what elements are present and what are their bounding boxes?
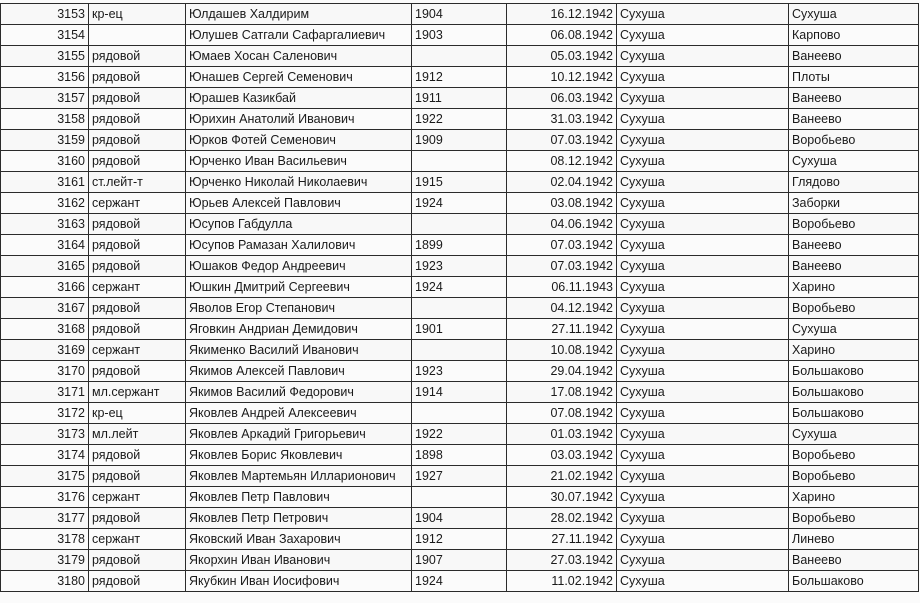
death-date-cell: 07.03.1942 — [507, 130, 617, 151]
military-rank-cell: рядовой — [89, 214, 186, 235]
table-row — [1, 487, 919, 508]
birth-year-cell: 1904 — [412, 508, 507, 529]
burial-place-cell: Сухуша — [617, 424, 789, 445]
burial-place-cell: Сухуша — [617, 445, 789, 466]
burial-place-cell: Сухуша — [617, 4, 789, 25]
burial-place-cell: Сухуша — [617, 403, 789, 424]
register-rows — [1, 4, 919, 592]
military-rank-cell: рядовой — [89, 445, 186, 466]
full-name-cell: Якимов Алексей Павлович — [186, 361, 412, 382]
full-name-cell: Яковский Иван Захарович — [186, 529, 412, 550]
birth-year-cell: 1912 — [412, 529, 507, 550]
table-row — [1, 67, 919, 88]
death-date-cell: 10.12.1942 — [507, 67, 617, 88]
birth-year-cell: 1901 — [412, 319, 507, 340]
village-name-cell: Харино — [789, 340, 919, 361]
military-rank-cell: рядовой — [89, 319, 186, 340]
full-name-cell: Яковлев Мартемьян Илларионович — [186, 466, 412, 487]
record-number-cell: 3159 — [1, 130, 89, 151]
full-name-cell: Юшкин Дмитрий Сергеевич — [186, 277, 412, 298]
record-number-cell: 3169 — [1, 340, 89, 361]
table-row — [1, 340, 919, 361]
burial-place-cell: Сухуша — [617, 487, 789, 508]
military-rank-cell: рядовой — [89, 508, 186, 529]
full-name-cell: Юлдашев Халдирим — [186, 4, 412, 25]
death-date-cell: 07.03.1942 — [507, 235, 617, 256]
village-name-cell: Сухуша — [789, 151, 919, 172]
death-date-cell: 29.04.1942 — [507, 361, 617, 382]
table-row — [1, 151, 919, 172]
military-rank-cell: кр-ец — [89, 403, 186, 424]
burial-place-cell: Сухуша — [617, 235, 789, 256]
village-name-cell: Заборки — [789, 193, 919, 214]
burial-place-cell: Сухуша — [617, 67, 789, 88]
record-number-cell: 3157 — [1, 88, 89, 109]
village-name-cell: Ванеево — [789, 46, 919, 67]
full-name-cell: Юрков Фотей Семенович — [186, 130, 412, 151]
table-row — [1, 172, 919, 193]
death-date-cell: 07.03.1942 — [507, 256, 617, 277]
table-row — [1, 46, 919, 67]
table-row — [1, 277, 919, 298]
village-name-cell: Воробьево — [789, 466, 919, 487]
burial-place-cell: Сухуша — [617, 340, 789, 361]
burial-register-table — [0, 3, 919, 592]
burial-place-cell: Сухуша — [617, 256, 789, 277]
full-name-cell: Юсупов Габдулла — [186, 214, 412, 235]
military-rank-cell: рядовой — [89, 88, 186, 109]
birth-year-cell: 1898 — [412, 445, 507, 466]
village-name-cell: Ванеево — [789, 235, 919, 256]
birth-year-cell: 1912 — [412, 67, 507, 88]
full-name-cell: Юрченко Николай Николаевич — [186, 172, 412, 193]
record-number-cell: 3177 — [1, 508, 89, 529]
birth-year-cell — [412, 298, 507, 319]
birth-year-cell: 1903 — [412, 25, 507, 46]
village-name-cell: Сухуша — [789, 4, 919, 25]
military-rank-cell: сержант — [89, 193, 186, 214]
birth-year-cell: 1899 — [412, 235, 507, 256]
birth-year-cell: 1915 — [412, 172, 507, 193]
village-name-cell: Ванеево — [789, 109, 919, 130]
burial-place-cell: Сухуша — [617, 25, 789, 46]
full-name-cell: Юсупов Рамазан Халилович — [186, 235, 412, 256]
military-rank-cell: ст.лейт-т — [89, 172, 186, 193]
burial-place-cell: Сухуша — [617, 361, 789, 382]
table-row — [1, 466, 919, 487]
full-name-cell: Яволов Егор Степанович — [186, 298, 412, 319]
birth-year-cell: 1911 — [412, 88, 507, 109]
burial-place-cell: Сухуша — [617, 550, 789, 571]
village-name-cell: Большаково — [789, 382, 919, 403]
birth-year-cell: 1922 — [412, 109, 507, 130]
record-number-cell: 3167 — [1, 298, 89, 319]
village-name-cell: Большаково — [789, 403, 919, 424]
table-row — [1, 550, 919, 571]
birth-year-cell: 1907 — [412, 550, 507, 571]
burial-place-cell: Сухуша — [617, 277, 789, 298]
record-number-cell: 3168 — [1, 319, 89, 340]
military-rank-cell: рядовой — [89, 466, 186, 487]
record-number-cell: 3156 — [1, 67, 89, 88]
death-date-cell: 28.02.1942 — [507, 508, 617, 529]
birth-year-cell: 1923 — [412, 256, 507, 277]
record-number-cell: 3179 — [1, 550, 89, 571]
village-name-cell: Большаково — [789, 361, 919, 382]
military-rank-cell: рядовой — [89, 361, 186, 382]
record-number-cell: 3172 — [1, 403, 89, 424]
burial-place-cell: Сухуша — [617, 508, 789, 529]
burial-place-cell: Сухуша — [617, 193, 789, 214]
full-name-cell: Юрченко Иван Васильевич — [186, 151, 412, 172]
table-row — [1, 130, 919, 151]
record-number-cell: 3158 — [1, 109, 89, 130]
birth-year-cell — [412, 487, 507, 508]
birth-year-cell: 1924 — [412, 193, 507, 214]
full-name-cell: Юмаев Хосан Саленович — [186, 46, 412, 67]
record-number-cell: 3173 — [1, 424, 89, 445]
birth-year-cell — [412, 46, 507, 67]
burial-place-cell: Сухуша — [617, 109, 789, 130]
military-rank-cell: рядовой — [89, 256, 186, 277]
table-row — [1, 382, 919, 403]
table-row — [1, 529, 919, 550]
death-date-cell: 10.08.1942 — [507, 340, 617, 361]
birth-year-cell: 1909 — [412, 130, 507, 151]
military-rank-cell: сержант — [89, 487, 186, 508]
record-number-cell: 3162 — [1, 193, 89, 214]
village-name-cell: Харино — [789, 487, 919, 508]
table-row — [1, 319, 919, 340]
military-rank-cell: сержант — [89, 340, 186, 361]
military-rank-cell: рядовой — [89, 46, 186, 67]
record-number-cell: 3161 — [1, 172, 89, 193]
table-row — [1, 445, 919, 466]
military-rank-cell: сержант — [89, 277, 186, 298]
burial-place-cell: Сухуша — [617, 151, 789, 172]
burial-place-cell: Сухуша — [617, 466, 789, 487]
death-date-cell: 08.12.1942 — [507, 151, 617, 172]
full-name-cell: Юрихин Анатолий Иванович — [186, 109, 412, 130]
table-row — [1, 256, 919, 277]
village-name-cell: Сухуша — [789, 319, 919, 340]
record-number-cell: 3174 — [1, 445, 89, 466]
table-row — [1, 193, 919, 214]
full-name-cell: Яковлев Андрей Алексеевич — [186, 403, 412, 424]
full-name-cell: Яговкин Андриан Демидович — [186, 319, 412, 340]
death-date-cell: 21.02.1942 — [507, 466, 617, 487]
military-rank-cell: рядовой — [89, 235, 186, 256]
birth-year-cell — [412, 214, 507, 235]
birth-year-cell: 1923 — [412, 361, 507, 382]
burial-place-cell: Сухуша — [617, 298, 789, 319]
record-number-cell: 3176 — [1, 487, 89, 508]
military-rank-cell: рядовой — [89, 151, 186, 172]
death-date-cell: 11.02.1942 — [507, 571, 617, 592]
table-row — [1, 4, 919, 25]
record-number-cell: 3163 — [1, 214, 89, 235]
table-row — [1, 214, 919, 235]
full-name-cell: Юрьев Алексей Павлович — [186, 193, 412, 214]
record-number-cell: 3166 — [1, 277, 89, 298]
burial-place-cell: Сухуша — [617, 46, 789, 67]
record-number-cell: 3160 — [1, 151, 89, 172]
military-rank-cell: рядовой — [89, 130, 186, 151]
village-name-cell: Ванеево — [789, 88, 919, 109]
death-date-cell: 30.07.1942 — [507, 487, 617, 508]
village-name-cell: Воробьево — [789, 130, 919, 151]
full-name-cell: Якорхин Иван Иванович — [186, 550, 412, 571]
full-name-cell: Юлушев Сатгали Сафаргалиевич — [186, 25, 412, 46]
military-rank-cell: мл.лейт — [89, 424, 186, 445]
birth-year-cell: 1922 — [412, 424, 507, 445]
table-row — [1, 88, 919, 109]
record-number-cell: 3175 — [1, 466, 89, 487]
burial-place-cell: Сухуша — [617, 172, 789, 193]
full-name-cell: Юнашев Сергей Семенович — [186, 67, 412, 88]
village-name-cell: Плоты — [789, 67, 919, 88]
record-number-cell: 3155 — [1, 46, 89, 67]
burial-place-cell: Сухуша — [617, 529, 789, 550]
record-number-cell: 3178 — [1, 529, 89, 550]
birth-year-cell — [412, 403, 507, 424]
military-rank-cell: кр-ец — [89, 4, 186, 25]
burial-place-cell: Сухуша — [617, 130, 789, 151]
birth-year-cell: 1924 — [412, 277, 507, 298]
full-name-cell: Якубкин Иван Иосифович — [186, 571, 412, 592]
birth-year-cell: 1914 — [412, 382, 507, 403]
village-name-cell: Линево — [789, 529, 919, 550]
village-name-cell: Ванеево — [789, 256, 919, 277]
table-row — [1, 109, 919, 130]
record-number-cell: 3171 — [1, 382, 89, 403]
birth-year-cell: 1904 — [412, 4, 507, 25]
table-row — [1, 508, 919, 529]
military-rank-cell: мл.сержант — [89, 382, 186, 403]
table-row — [1, 25, 919, 46]
death-date-cell: 27.11.1942 — [507, 529, 617, 550]
birth-year-cell: 1927 — [412, 466, 507, 487]
record-number-cell: 3170 — [1, 361, 89, 382]
village-name-cell: Карпово — [789, 25, 919, 46]
death-date-cell: 27.03.1942 — [507, 550, 617, 571]
military-rank-cell — [89, 25, 186, 46]
death-date-cell: 02.04.1942 — [507, 172, 617, 193]
birth-year-cell — [412, 151, 507, 172]
birth-year-cell: 1924 — [412, 571, 507, 592]
full-name-cell: Яковлев Аркадий Григорьевич — [186, 424, 412, 445]
record-number-cell: 3154 — [1, 25, 89, 46]
full-name-cell: Яковлев Борис Яковлевич — [186, 445, 412, 466]
death-date-cell: 03.08.1942 — [507, 193, 617, 214]
record-number-cell: 3153 — [1, 4, 89, 25]
military-rank-cell: рядовой — [89, 571, 186, 592]
village-name-cell: Воробьево — [789, 508, 919, 529]
record-number-cell: 3180 — [1, 571, 89, 592]
death-date-cell: 04.12.1942 — [507, 298, 617, 319]
village-name-cell: Глядово — [789, 172, 919, 193]
burial-place-cell: Сухуша — [617, 214, 789, 235]
death-date-cell: 16.12.1942 — [507, 4, 617, 25]
table-row — [1, 403, 919, 424]
village-name-cell: Воробьево — [789, 445, 919, 466]
death-date-cell: 06.11.1943 — [507, 277, 617, 298]
death-date-cell: 27.11.1942 — [507, 319, 617, 340]
death-date-cell: 05.03.1942 — [507, 46, 617, 67]
record-number-cell: 3165 — [1, 256, 89, 277]
death-date-cell: 06.08.1942 — [507, 25, 617, 46]
record-number-cell: 3164 — [1, 235, 89, 256]
village-name-cell: Харино — [789, 277, 919, 298]
village-name-cell: Воробьево — [789, 214, 919, 235]
death-date-cell: 04.06.1942 — [507, 214, 617, 235]
death-date-cell: 06.03.1942 — [507, 88, 617, 109]
death-date-cell: 31.03.1942 — [507, 109, 617, 130]
full-name-cell: Яковлев Петр Петрович — [186, 508, 412, 529]
table-row — [1, 298, 919, 319]
table-row — [1, 571, 919, 592]
burial-place-cell: Сухуша — [617, 88, 789, 109]
death-date-cell: 17.08.1942 — [507, 382, 617, 403]
village-name-cell: Большаково — [789, 571, 919, 592]
village-name-cell: Воробьево — [789, 298, 919, 319]
military-rank-cell: рядовой — [89, 550, 186, 571]
military-rank-cell: рядовой — [89, 298, 186, 319]
military-rank-cell: рядовой — [89, 109, 186, 130]
death-date-cell: 01.03.1942 — [507, 424, 617, 445]
military-rank-cell: рядовой — [89, 67, 186, 88]
full-name-cell: Юшаков Федор Андреевич — [186, 256, 412, 277]
burial-place-cell: Сухуша — [617, 319, 789, 340]
full-name-cell: Яковлев Петр Павлович — [186, 487, 412, 508]
burial-place-cell: Сухуша — [617, 571, 789, 592]
military-rank-cell: сержант — [89, 529, 186, 550]
village-name-cell: Ванеево — [789, 550, 919, 571]
table-row — [1, 424, 919, 445]
birth-year-cell — [412, 340, 507, 361]
full-name-cell: Якимов Василий Федорович — [186, 382, 412, 403]
death-date-cell: 03.03.1942 — [507, 445, 617, 466]
full-name-cell: Якименко Василий Иванович — [186, 340, 412, 361]
death-date-cell: 07.08.1942 — [507, 403, 617, 424]
table-row — [1, 361, 919, 382]
burial-place-cell: Сухуша — [617, 382, 789, 403]
table-row — [1, 235, 919, 256]
full-name-cell: Юрашев Казикбай — [186, 88, 412, 109]
village-name-cell: Сухуша — [789, 424, 919, 445]
